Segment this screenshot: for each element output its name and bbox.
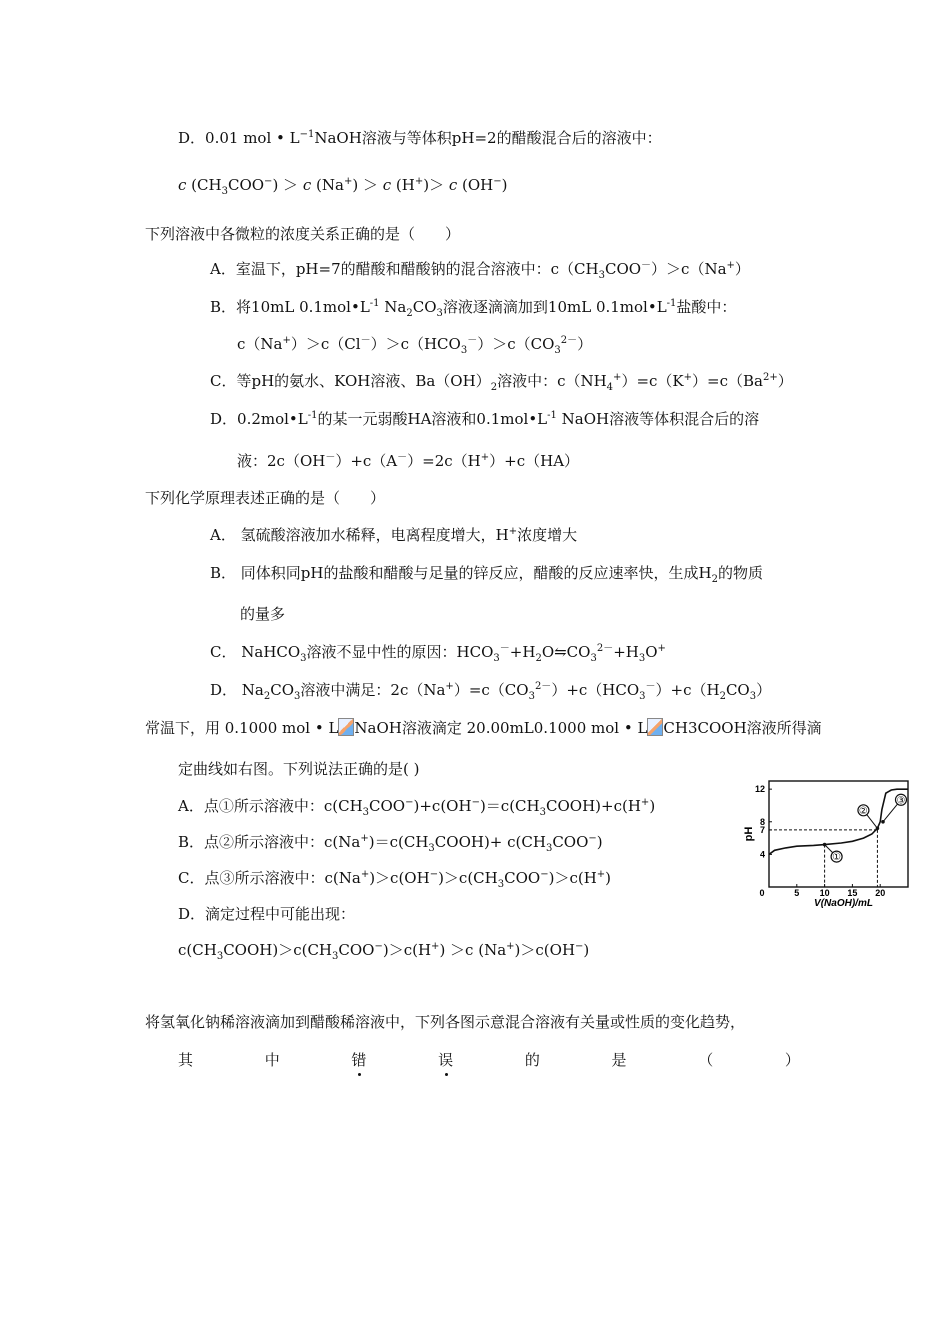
- y-tick-label: 8: [759, 816, 765, 827]
- q2-option-b-line1: B． 同体积同pH的盐酸和醋酸与足量的锌反应，醋酸的反应速率快，生成$H_2$的物质: [210, 564, 763, 585]
- x-tick-label: 10: [819, 888, 830, 898]
- q4-answer-blank-close: ）: [784, 1051, 800, 1069]
- q1-option-b-line1: B．将10mL $0.1mol•L^{-1}$ $Na_2CO_3$溶液逐滴滴加到10mL $0.1mol•L^{-1}$盐酸中：: [210, 298, 737, 319]
- q2-option-b-line2: 的量多: [240, 605, 286, 623]
- point-label: ③: [896, 795, 906, 807]
- q4-char-emphasis: 错: [351, 1051, 367, 1069]
- y-tick-label: 12: [754, 784, 765, 795]
- plot-frame: [769, 781, 908, 887]
- x-tick-label: 5: [794, 888, 800, 898]
- q2-option-a: A． 氢硫酸溶液加水稀释，电离程度增大，H+浓度增大: [210, 526, 578, 544]
- q4-char: 中: [264, 1051, 280, 1069]
- chart-series: [769, 789, 908, 854]
- point-label: ①: [832, 852, 842, 864]
- y-tick-label: 7: [759, 824, 765, 835]
- chart-point-markers: [823, 794, 907, 863]
- q2-stem: 下列化学原理表述正确的是（ ）: [145, 489, 386, 507]
- broken-image-icon: [647, 718, 663, 736]
- q4-char: 的: [524, 1051, 540, 1069]
- q4-stem-line2: [178, 1050, 800, 1070]
- q3-option-a: A．点①所示溶液中：$c(CH_3COO^-)+c(OH^-)=c(CH_3COOH)+c(H^+)$: [178, 797, 656, 818]
- q4-answer-blank-open: （: [698, 1051, 714, 1069]
- q0-option-d-relation: c $(CH_3COO^-) > c$ (Na+) ＞ c (H+)＞ c (OH−): [178, 176, 508, 197]
- q2-option-d: D． $Na_2CO_3$溶液中满足：$2c(Na^+)=c(CO_3^{2-})+c(HCO_3^-)+c(H_2CO_3)$: [210, 681, 772, 702]
- x-axis-label: V(NaOH)/mL: [814, 898, 873, 908]
- titration-curve-line: [769, 789, 908, 854]
- q1-option-d-line2: 液：2c（OH－）+c（A－）=2c（H+）+c（HA）: [237, 452, 580, 470]
- q4-char-emphasis: 误: [438, 1051, 454, 1069]
- x-tick-label: 20: [875, 888, 886, 898]
- q3-option-d-line1: D．滴定过程中可能出现：: [178, 905, 356, 923]
- q3-option-b: B．点②所示溶液中：$c(Na^+)=c(CH_3COOH)+ c(CH_3COO^-)$: [178, 833, 603, 854]
- q3-stem-line2: 定曲线如右图。下列说法正确的是( ): [178, 760, 420, 778]
- y-axis-label: pH: [743, 826, 755, 842]
- q4-stem: 将氢氧化钠稀溶液滴加到醋酸稀溶液中，下列各图示意混合溶液有关量或性质的变化趋势，: [145, 1013, 746, 1031]
- q1-stem: 下列溶液中各微粒的浓度关系正确的是（ ）: [145, 225, 461, 243]
- q3-option-d-line2: $c(CH_3COOH)>c(CH_3COO^-)>c(H^+) >c$ (Na+)＞c(OH−): [178, 941, 590, 962]
- q1-option-a: A．室温下，pH=7的醋酸和醋酸钠的混合溶液中：$c(CH_3COO^-)>c(Na^+)$: [210, 260, 750, 281]
- y-tick-label: 4: [759, 849, 765, 860]
- q2-option-c: C． NaHCO$_3$溶液不显中性的原因：$HCO_3^-+H_2O⇋CO_3^{2-}+H_3O^+$: [210, 643, 666, 664]
- q3-stem-line1: 常温下，用 0.1000 mol • L NaOH溶液滴定 20.00mL0.1000 mol • L CH3COOH溶液所得滴: [145, 719, 822, 737]
- q0-option-d: D．0.01 mol • $L^{-1}NaOH$溶液与等体积pH=2的醋酸混合后的溶液中：: [178, 129, 662, 147]
- q4-char: 其: [178, 1051, 194, 1069]
- q3-option-c: C．点③所示溶液中：$c(Na^+)>c(OH^-)>c(CH_3COO^-)>c(H^+)$: [178, 869, 612, 890]
- q1-option-d-line1: D．$0.2mol•L^{-1}$的某一元弱酸HA溶液和$0.1mol•L^{-1}$ NaOH溶液等体积混合后的溶: [210, 410, 760, 428]
- x-tick-label: 15: [847, 888, 858, 898]
- q4-char: 是: [611, 1051, 627, 1069]
- x-tick-label: 0: [759, 888, 765, 898]
- q1-option-b-line2: $c(Na^+)>c(Cl^-)>c(HCO_3^-)>c(CO_3^{2-})$: [237, 335, 593, 356]
- q1-option-c: C．等pH的氨水、KOH溶液、$Ba(OH)_2$溶液中：$c(NH_4^+)=c(K^+)=c(Ba^{2+})$: [210, 372, 793, 393]
- point-label: ②: [858, 805, 868, 817]
- broken-image-icon: [338, 718, 354, 736]
- chart-ticks: [755, 784, 885, 898]
- titration-curve-chart: [740, 773, 915, 908]
